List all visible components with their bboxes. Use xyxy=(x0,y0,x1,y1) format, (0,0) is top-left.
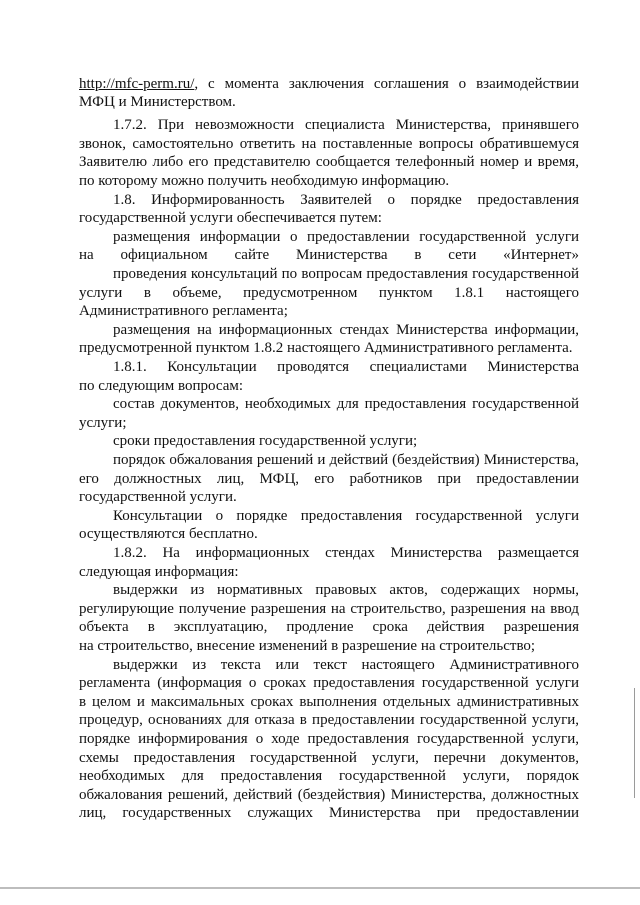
text-line: регламента (информация о сроках предоставления государственной услуги xyxy=(79,675,579,691)
text-line: 1.8.1. Консультации проводятся специалистами Министерства xyxy=(113,359,579,375)
website-link[interactable]: http://mfc-perm.ru/ xyxy=(79,76,195,92)
text-line: http://mfc-perm.ru/, с момента заключения соглашения о взаимодействии xyxy=(79,76,579,92)
text-line: на строительство, внесение изменений в разрешение на строительство; xyxy=(79,638,536,654)
text-line: услуги в объеме, предусмотренном пунктом 1.8.1 настоящего xyxy=(79,285,579,301)
text-line: порядке информирования о ходе предоставления государственной услуги, xyxy=(79,731,579,747)
scan-side-mark xyxy=(634,688,635,798)
text-line: МФЦ и Министерством. xyxy=(79,94,236,110)
text-line: по которому можно получить необходимую информацию. xyxy=(79,173,450,189)
text-line: регулирующие получение разрешения на строительство, разрешения на ввод xyxy=(79,601,579,617)
text-line: 1.8. Информированность Заявителей о порядке предоставления xyxy=(113,192,579,208)
text-line: порядок обжалования решений и действий (бездействия) Министерства, xyxy=(113,452,579,468)
text-line: выдержки из текста или текст настоящего Административного xyxy=(113,657,579,673)
text-line: осуществляются бесплатно. xyxy=(79,526,258,542)
text-line: обжалования решений, действий (бездействия) Министерства, должностных xyxy=(79,787,579,803)
text-line: необходимых для предоставления государственной услуги, порядок xyxy=(79,768,579,784)
text-line: состав документов, необходимых для предоставления государственной xyxy=(113,396,579,412)
text-line: на официальном сайте Министерства в сети «Интернет» xyxy=(79,247,579,263)
text-line: объекта в эксплуатацию, продление срока действия разрешения xyxy=(79,619,579,635)
text-line: процедур, основаниях для отказа в предоставлении государственной услуги, xyxy=(79,712,579,728)
text-line: выдержки из нормативных правовых актов, содержащих нормы, xyxy=(113,582,579,598)
text-line: Административного регламента; xyxy=(79,303,288,319)
text-line: государственной услуги обеспечивается путем: xyxy=(79,210,382,226)
text-line: его должностных лиц, МФЦ, его работников при предоставлении xyxy=(79,471,579,487)
text-line: размещения на информационных стендах Министерства информации, xyxy=(113,322,579,338)
text-line: Заявителю либо его представителю сообщается телефонный номер и время, xyxy=(79,154,579,170)
text-line: Консультации о порядке предоставления государственной услуги xyxy=(113,508,579,524)
text-line: государственной услуги. xyxy=(79,489,237,505)
text-line: лиц, государственных служащих Министерства при предоставлении xyxy=(79,805,579,821)
text-line: по следующим вопросам: xyxy=(79,378,244,394)
text-line: следующая информация: xyxy=(79,564,239,580)
text-line: 1.7.2. При невозможности специалиста Министерства, принявшего xyxy=(113,117,579,133)
text-line: размещения информации о предоставлении государственной услуги xyxy=(113,229,579,245)
text-line: проведения консультаций по вопросам предоставления государственной xyxy=(113,266,579,282)
text-line: звонок, самостоятельно ответить на поставленные вопросы обратившемуся xyxy=(79,136,579,152)
text-line: услуги; xyxy=(79,415,127,431)
text-line: в целом и максимальных сроках выполнения отдельных административных xyxy=(79,694,579,710)
text-line: предусмотренной пунктом 1.8.2 настоящего Административного регламента. xyxy=(79,340,573,356)
text-line: сроки предоставления государственной услуги; xyxy=(113,433,418,449)
text-line: схемы предоставления государственной услуги, перечни документов, xyxy=(79,750,579,766)
scan-bottom-edge xyxy=(0,887,640,889)
text-line: 1.8.2. На информационных стендах Министерства размещается xyxy=(113,545,579,561)
